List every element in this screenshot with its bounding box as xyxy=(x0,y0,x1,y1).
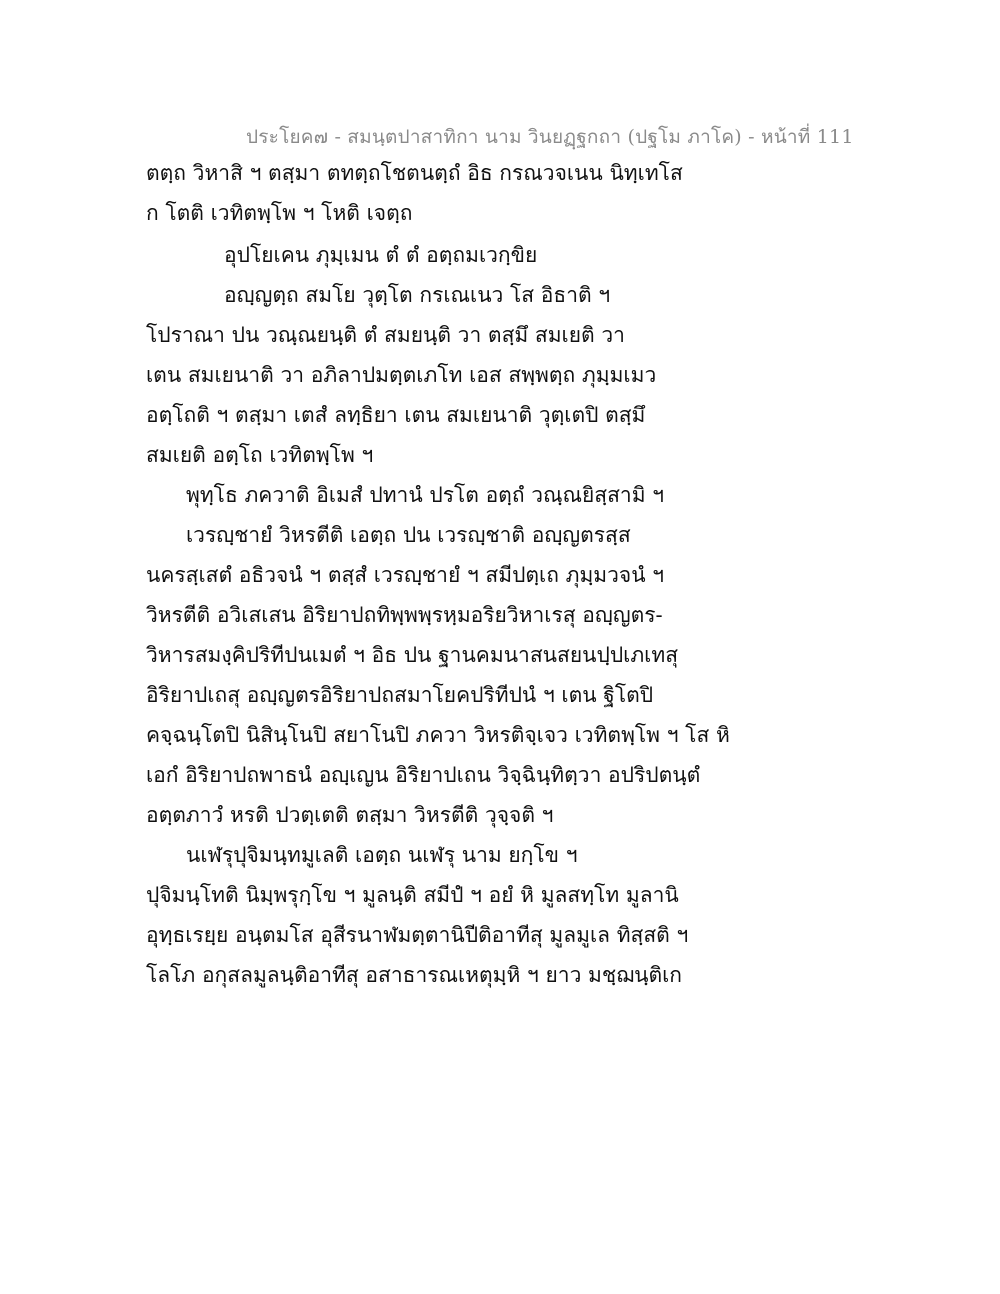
page-header: ประโยค๗ - สมนฺตปาสาทิกา นาม วินยฏฺฐกถา (ปฐโม ภาโค) - หน้าที่ 111 xyxy=(246,126,854,148)
text-line: วิหรตีติ อวิเสเสน อิริยาปถทิพฺพพฺรหฺมอริยวิหาเรสุ อญฺญตร- xyxy=(146,603,663,627)
text-line: อตฺโถติ ฯ ตสฺมา เตสํ ลทฺธิยา เตน สมเยนาติ วุตฺเตปิ ตสฺมึ xyxy=(146,403,646,427)
text-line: ก โตติ เวทิตพฺโพ ฯ โหติ เจตฺถ xyxy=(146,201,413,225)
text-line: โลโภ อกุสลมูลนฺติอาทีสุ อสาธารณเหตุมฺหิ ฯ ยาว มชฺฌนฺติเก xyxy=(146,963,682,987)
text-line: ปุจิมนฺโทติ นิมฺพรุกฺโข ฯ มูลนฺติ สมีปํ ฯ อยํ หิ มูลสทฺโท มูลานิ xyxy=(146,883,679,907)
text-line: อิริยาปเถสุ อญฺญตรอิริยาปถสมาโยคปริทีปนํ ฯ เตน ฐิโตปิ xyxy=(146,683,654,707)
text-line: ตตฺถ วิหาสิ ฯ ตสฺมา ตทตฺถโชตนตฺถํ อิธ กรณวจเนน นิทฺเทโส xyxy=(146,161,683,185)
text-line: โปราณา ปน วณฺณยนฺติ ตํ สมยนฺติ วา ตสฺมึ สมเยติ วา xyxy=(146,323,625,347)
text-line: เอกํ อิริยาปถพาธนํ อญฺเญน อิริยาปเถน วิจฺฉินฺทิตฺวา อปริปตนฺตํ xyxy=(146,763,701,787)
paragraph-start-line: นเฬรุปุจิมนฺทมูเลติ เอตฺถ นเฬรุ นาม ยกฺโข ฯ xyxy=(186,843,578,867)
text-line: อุทฺธเรยฺย อนฺตมโส อุสีรนาฬมตฺตานิปีติอาทีสุ มูลมูเล ทิสฺสติ ฯ xyxy=(146,923,689,947)
paragraph-start-line: เวรญฺชายํ วิหรตีติ เอตฺถ ปน เวรญฺชาติ อญฺญตรสฺส xyxy=(186,523,631,547)
text-line: คจฺฉนฺโตปิ นิสินฺโนปิ สยาโนปิ ภควา วิหรติจฺเจว เวทิตพฺโพ ฯ โส หิ xyxy=(146,723,730,747)
text-line: เตน สมเยนาติ วา อภิลาปมตฺตเภโท เอส สพฺพตฺถ ภุมฺมเมว xyxy=(146,363,657,387)
verse-line: อุปโยเคน ภุมฺเมน ตํ ตํ อตฺถมเวกฺขิย xyxy=(224,243,538,267)
verse-line: อญฺญตฺถ สมโย วุตฺโต กรเณเนว โส อิธาติ ฯ xyxy=(224,283,611,307)
text-line: อตฺตภาวํ หรติ ปวตฺเตติ ตสฺมา วิหรตีติ วุจฺจติ ฯ xyxy=(146,803,554,827)
text-line: วิหารสมงฺคิปริทีปนเมตํ ฯ อิธ ปน ฐานคมนาสนสยนปฺปเภเทสุ xyxy=(146,643,679,667)
text-line: สมเยติ อตฺโถ เวทิตพฺโพ ฯ xyxy=(146,443,374,467)
paragraph-start-line: พุทฺโธ ภควาติ อิเมสํ ปทานํ ปรโต อตฺถํ วณฺณยิสฺสามิ ฯ xyxy=(186,483,665,507)
text-line: นครสฺเสตํ อธิวจนํ ฯ ตสฺสํ เวรญฺชายํ ฯ สมีปตฺเถ ภุมฺมวจนํ ฯ xyxy=(146,563,665,587)
